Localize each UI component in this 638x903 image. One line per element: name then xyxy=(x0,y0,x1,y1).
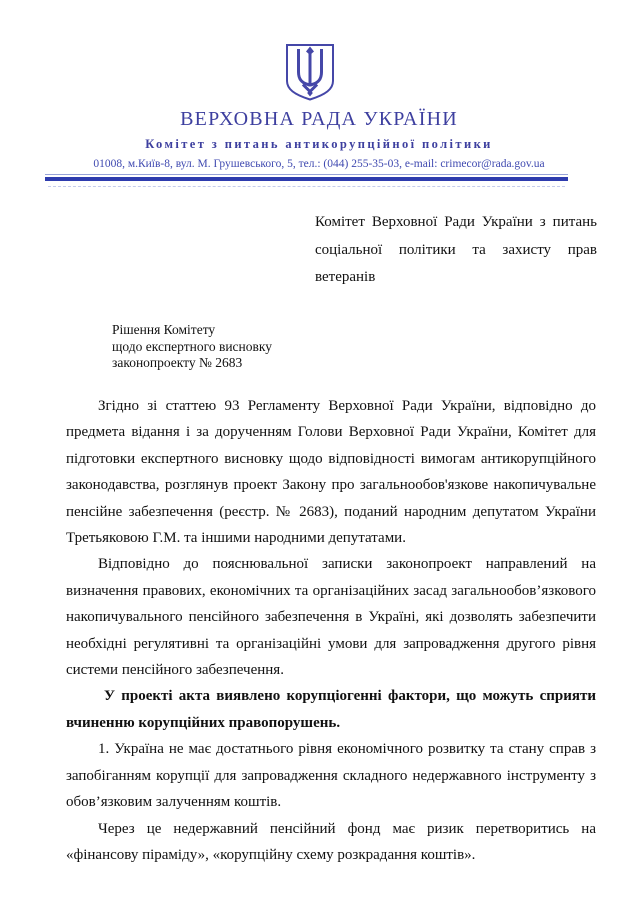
letterhead-rule-dashed xyxy=(48,186,565,187)
addressee-line: соціальної політики та захисту прав xyxy=(315,241,597,258)
paragraph-legal-basis: Згідно зі статтею 93 Регламенту Верховної Ради України, відповідно до предмета відання і за дорученням Голови Верховної Ради України, Комітет для підготовки експертного висновку щодо відповідності вимогам антикорупційного законодавства, розглянув проект Закону про загальнообов'язкове накопичувальне пенсійне забезпечення (реєстр. № 2683), поданий народним депутатом України Третьяковою Г.М. та іншими народними депутатами. xyxy=(66,398,596,547)
letterhead-rule-thick xyxy=(45,177,568,181)
addressee-block xyxy=(315,209,597,292)
reference-block xyxy=(112,322,272,372)
reference-line: законопроекту № 2683 xyxy=(112,355,243,370)
letterhead-rule-thin xyxy=(45,174,568,175)
reference-line: щодо експертного висновку xyxy=(112,338,273,354)
ukraine-trident-emblem-icon xyxy=(283,42,337,102)
letterhead-address: 01008, м.Київ-8, вул. М. Грушевського, 5, тел.: (044) 255-35-03, e-mail: crimecor@rada.gov.ua xyxy=(93,158,545,170)
paragraph-item-1: 1. Україна не має достатнього рівня економічного розвитку та стану справ з запобіганням корупції для запровадження складного недержавного інструменту з обов’язковим залученням коштів. xyxy=(66,741,596,811)
addressee-line: ветеранів xyxy=(315,269,376,285)
letterhead-title: ВЕРХОВНА РАДА УКРАЇНИ xyxy=(180,108,458,130)
paragraph-explanatory-note: Відповідно до пояснювальної записки законопроект направлений на визначення правових, економічних та організаційних засад загальнообов’язкового накопичувального пенсійного забезпечення в Україні, які дозволять забезпечити необхідні регулятивні та організаційні умови для запровадження другого рівня системи пенсійного забезпечення. xyxy=(66,556,596,679)
document-body xyxy=(66,393,596,868)
paragraph-corruption-findings: У проекті акта виявлено корупціогенні фактори, що можуть сприяти вчиненню корупційних правопорушень. xyxy=(66,688,596,731)
addressee-line: Комітет Верховної Ради України з питань xyxy=(315,214,597,230)
reference-line: Рішення Комітету xyxy=(112,322,216,337)
paragraph-risk: Через це недержавний пенсійний фонд має ризик перетворитись на «фінансову піраміду», «корупційну схему розкрадання коштів». xyxy=(66,820,596,863)
letterhead-subtitle: Комітет з питань антикорупційної політики xyxy=(145,137,493,151)
